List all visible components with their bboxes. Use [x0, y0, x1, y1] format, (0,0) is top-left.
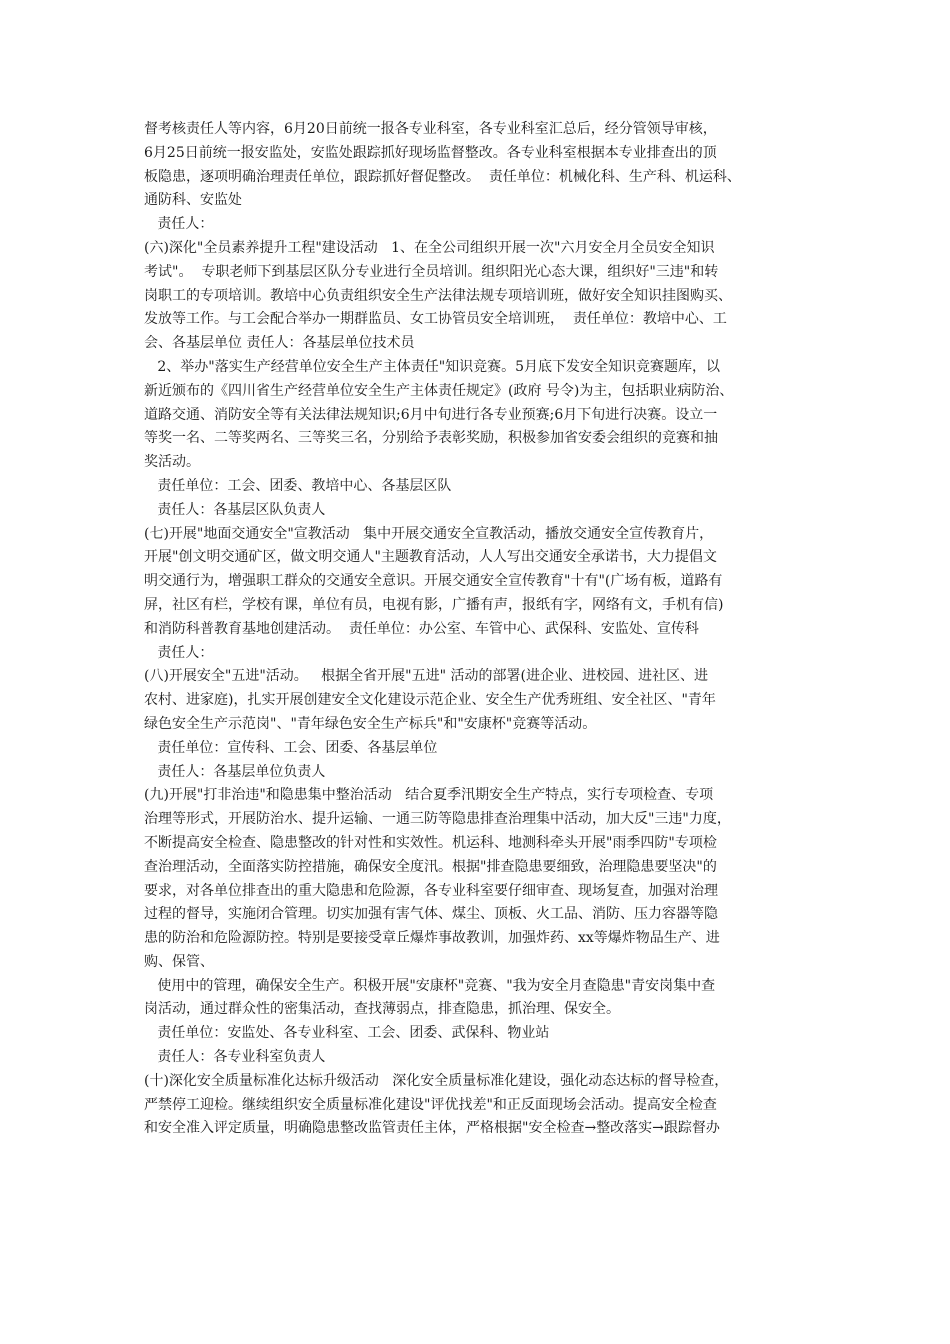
text-line: (十)深化安全质量标准化达标升级活动 深化安全质量标准化建设，强化动态达标的督导检查，: [144, 1072, 729, 1089]
text-line: 发放等工作。与工会配合举办一期群监员、女工协管员安全培训班， 责任单位：教培中心、工: [144, 311, 727, 328]
text-line: 和安全准入评定质量，明确隐患整改监管责任主体，严格根据"安全检查→整改落实→跟踪督办: [144, 1120, 720, 1137]
text-line: 责任单位：安监处、各专业科室、工会、团委、武保科、物业站: [144, 1025, 550, 1042]
text-line: 绿色安全生产示范岗"、"青年绿色安全生产标兵"和"安康杯"竞赛等活动。: [144, 715, 597, 732]
text-line: (七)开展"地面交通安全"宣教活动 集中开展交通安全宣教活动，播放交通安全宣传教育片，: [144, 525, 714, 542]
text-line: 明交通行为，增强职工群众的交通安全意识。开展交通安全宣传教育"十有"(广场有板，道路有: [144, 573, 723, 590]
text-line: 查治理活动，全面落实防控措施，确保安全度汛。根据"排查隐患要细致，治理隐患要坚决"的: [144, 858, 717, 875]
text-line: 治理等形式，开展防治水、提升运输、一通三防等隐患排查治理集中活动，加大反"三违"力度，: [144, 811, 731, 828]
text-line: 责任单位：工会、团委、教培中心、各基层区队: [144, 477, 452, 494]
text-line: 督考核责任人等内容，6月20日前统一报各专业科室，各专业科室汇总后，经分管领导审核，: [144, 121, 717, 137]
text-line: 板隐患，逐项明确治理责任单位，跟踪抓好督促整改。 责任单位：机械化科、生产科、机运科、: [144, 168, 741, 185]
text-line: (九)开展"打非治违"和隐患集中整治活动 结合夏季汛期安全生产特点，实行专项检查、专项: [144, 787, 714, 804]
text-line: 和消防科普教育基地创建活动。 责任单位：办公室、车管中心、武保科、安监处、宣传科: [144, 620, 699, 637]
text-line: 责任人：: [144, 216, 214, 233]
text-line: 奖活动。: [144, 454, 200, 471]
text-line: 通防科、安监处: [144, 192, 242, 209]
text-line: (八)开展安全"五进"活动。 根据全省开展"五进" 活动的部署(进企业、进校园、进社区、进: [144, 668, 708, 685]
text-line: 责任人：各基层区队负责人: [144, 501, 326, 518]
text-line: 严禁停工迎检。继续组织安全质量标准化建设"评优找差"和正反面现场会活动。提高安全检查: [144, 1096, 717, 1113]
text-line: 考试"。 专职老师下到基层区队分专业进行全员培训。组织阳光心态大课，组织好"三违"和转: [144, 263, 719, 280]
text-line: 岗活动，通过群众性的密集活动，查找薄弱点，排查隐患，抓治理、保安全。: [144, 1001, 620, 1018]
text-line: 等奖一名、二等奖两名、三等奖三名，分别给予表彰奖励，积极参加省安委会组织的竞赛和抽: [144, 430, 718, 447]
text-line: 农村、进家庭)，扎实开展创建安全文化建设示范企业、安全生产优秀班组、安全社区、"青年: [144, 692, 716, 709]
text-line: 责任人：各专业科室负责人: [144, 1049, 326, 1066]
text-line: 道路交通、消防安全等有关法律法规知识;6月中旬进行各专业预赛;6月下旬进行决赛。设立一: [144, 406, 718, 423]
text-line: 责任单位：宣传科、工会、团委、各基层单位: [144, 739, 438, 756]
text-line: 会、各基层单位 责任人：各基层单位技术员: [144, 335, 415, 352]
text-line: 6月25日前统一报安监处，安监处跟踪抓好现场监督整改。各专业科室根据本专业排查出的顶: [144, 144, 717, 161]
text-line: 开展"创文明交通矿区，做文明交通人"主题教育活动，人人写出交通安全承诺书，大力提倡文: [144, 549, 717, 566]
text-line: 岗职工的专项培训。教培中心负责组织安全生产法律法规专项培训班，做好安全知识挂图购买、: [144, 287, 732, 304]
text-line: 过程的督导，实施闭合管理。切实加强有害气体、煤尘、顶板、火工品、消防、压力容器等隐: [144, 906, 718, 923]
text-line: 新近颁布的《四川省生产经营单位安全生产主体责任规定》(政府 号令)为主，包括职业病防治、: [144, 382, 734, 399]
text-line: (六)深化"全员素养提升工程"建设活动 1、在全公司组织开展一次"六月安全月全员安全知识: [144, 239, 715, 256]
text-line: 不断提高安全检查、隐患整改的针对性和实效性。机运科、地测科牵头开展"雨季四防"专项检: [144, 834, 717, 851]
text-line: 屏，社区有栏，学校有课，单位有员，电视有影，广播有声，报纸有字，网络有文，手机有信): [144, 596, 724, 613]
text-line: 购、保管、: [144, 953, 214, 970]
text-line: 要求，对各单位排查出的重大隐患和危险源，各专业科室要仔细审查、现场复查，加强对治理: [144, 882, 718, 899]
text-line: 患的防治和危险源防控。特别是要接受章丘爆炸事故教训，加强炸药、xx等爆炸物品生产、进: [144, 930, 720, 947]
text-line: 使用中的管理，确保安全生产。积极开展"安康杯"竞赛、"我为安全月查隐患"青安岗集中查: [144, 977, 716, 994]
text-line: 责任人：各基层单位负责人: [144, 763, 326, 780]
document-body: [144, 118, 844, 1141]
text-line: 2、举办"落实生产经营单位安全生产主体责任"知识竞赛。5月底下发安全知识竞赛题库，以: [144, 358, 721, 375]
text-line: 责任人：: [144, 644, 214, 661]
